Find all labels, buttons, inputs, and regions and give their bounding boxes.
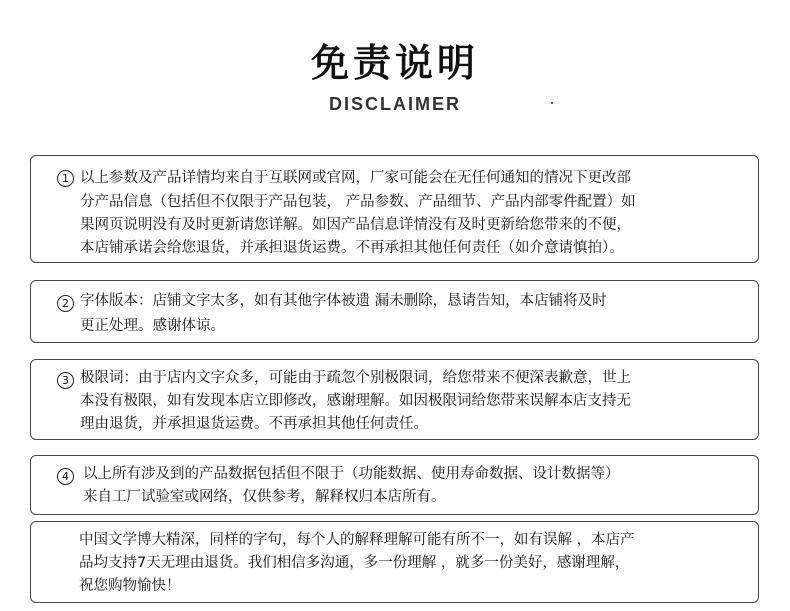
disclaimer-line: 极限词：由于店内文字众多，可能由于疏忽个别极限词，给您带来不便深表歉意，世上 — [80, 370, 631, 386]
disclaimer-box-2 — [30, 280, 759, 343]
closing-line: 品均支持7天无理由退货。我们相信多沟通，多一份理解 ，就多一份美好，感谢理解， — [79, 555, 630, 571]
number-badge-3: 3 — [57, 372, 74, 389]
disclaimer-line: 理由退货，并承担退货运费。不再承担其他任何责任。 — [80, 416, 428, 432]
disclaimer-line: 分产品信息（包括但不仅限于产品包装， 产品参数、产品细节、产品内部零件配置）如 — [80, 194, 636, 210]
decorative-dot — [551, 102, 553, 104]
page-subtitle: DISCLAIMER — [329, 94, 461, 114]
page-title: 免责说明 — [310, 41, 479, 85]
disclaimer-line: 果网页说明没有及时更新请您详解。如因产品信息详情没有及时更新给您带来的不便， — [80, 217, 631, 233]
disclaimer-line: 本没有极限，如有发现本店立即修改，感谢理解。如因极限词给您带来误解本店支持无 — [80, 393, 631, 409]
disclaimer-box-4 — [30, 455, 759, 515]
disclaimer-line: 来自工厂试验室或网络，仅供参考，解释权归本店所有。 — [83, 489, 446, 505]
disclaimer-line: 更正处理。感谢体谅。 — [80, 318, 225, 334]
closing-box — [30, 521, 759, 603]
disclaimer-box-1 — [30, 155, 759, 263]
disclaimer-line: 本店铺承诺会给您退货，并承担退货运费。不再承担其他任何责任（如介意请慎拍）。 — [80, 240, 624, 256]
disclaimer-line: 以上所有涉及到的产品数据包括但不限于（功能数据、使用寿命数据、设计数据等） — [83, 466, 620, 482]
disclaimer-line: 以上参数及产品详情均来自于互联网或官网，厂家可能会在无任何通知的情况下更改部 — [80, 170, 631, 186]
number-badge-4: 4 — [57, 468, 74, 485]
disclaimer-line: 字体版本：店铺文字太多，如有其他字体被遗 漏未删除，恳请告知，本店铺将及时 — [80, 293, 607, 309]
disclaimer-box-3 — [30, 359, 759, 440]
number-badge-2: 2 — [57, 295, 74, 312]
number-badge-1: 1 — [57, 170, 74, 187]
closing-line: 祝您购物愉快！ — [79, 578, 181, 594]
closing-line: 中国文学博大精深，同样的字句，每个人的解释理解可能有所不一，如有误解 ，本店产 — [79, 532, 635, 548]
